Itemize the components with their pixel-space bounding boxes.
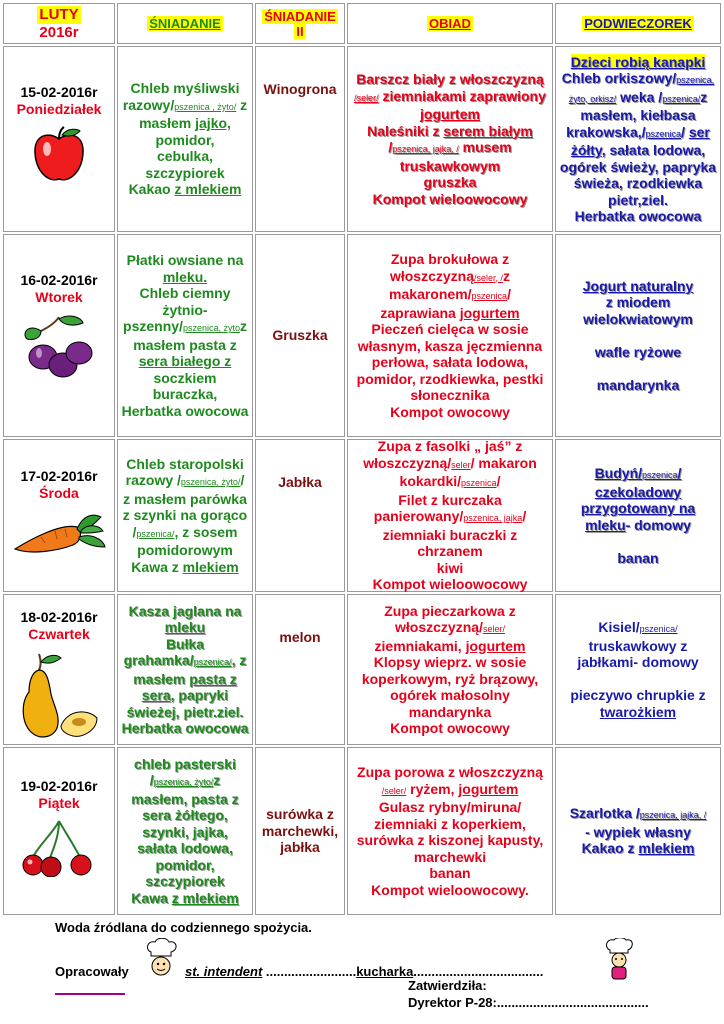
allergen-highlight: jogurtem	[420, 106, 480, 122]
snack-highlight: Dzieci robią kanapki	[570, 53, 706, 70]
day-name: Poniedziałek	[16, 100, 102, 117]
text-segment: weka /	[616, 88, 663, 105]
header-breakfast-label: ŚNIADANIE	[149, 16, 221, 31]
allergen-highlight: mleku.	[162, 268, 208, 285]
allergen-note: pszenica, jajka	[463, 513, 523, 524]
text-segment: z makaronem/	[389, 267, 511, 302]
header-snack-label: PODWIECZOREK	[584, 16, 692, 31]
fruit-item: banan	[617, 549, 659, 566]
dots-3: ..........................................	[496, 995, 649, 1010]
chef-icon	[143, 938, 179, 978]
text-segment: Bułka grahamka/	[123, 635, 205, 668]
allergen-note: pszenica, jajka, /	[639, 810, 707, 821]
allergen-note: /seler, /	[474, 272, 504, 283]
allergen-note: /seler/	[354, 92, 379, 103]
allergen-note: pszenica/	[639, 624, 678, 634]
allergen-note: pszenica, żyto/	[180, 477, 241, 488]
text-segment: / makaron kokardki/	[399, 454, 537, 490]
allergen-highlight: mleku	[585, 516, 626, 533]
day-name: Środa	[39, 484, 79, 501]
drink-item: Herbatka owocowa	[121, 720, 249, 736]
pear-icon	[17, 650, 101, 742]
allergen-highlight: z mlekiem	[174, 181, 242, 198]
apple-icon	[30, 125, 88, 185]
signature-line	[185, 964, 543, 979]
text-segment: Klopsy wieprz. w sosie koperkowym, ryż brązowy, ogórek małosolny	[361, 654, 539, 703]
header-month: LUTY	[39, 5, 79, 23]
day-cell-wednesday	[3, 439, 115, 592]
drink-item: Herbatka owocowa	[574, 208, 702, 224]
text-segment: szczypiorek	[145, 164, 225, 181]
text-segment: z masłem, kiełbasa krakowska,/	[566, 88, 708, 140]
text-segment: Filet z kurczaka panierowany/	[373, 491, 502, 525]
text-segment: / ziemniaki buraczki z chrzanem	[382, 508, 527, 560]
text-segment: z masłem	[139, 96, 248, 132]
drink-item: Herbatka owocowa	[121, 402, 249, 419]
day-date: 15-02-2016r	[20, 84, 98, 100]
text-segment: / z masłem parówka z szynki na gorąco /	[122, 472, 248, 540]
text-segment: ziemniakami zaprawiony	[378, 87, 546, 104]
allergen-note: pszenica	[461, 478, 497, 489]
text-segment: ryżem,	[406, 780, 459, 797]
lunch-friday	[347, 747, 553, 915]
allergen-highlight: / czekoladowy przygotowany na	[580, 465, 696, 516]
header-year: 2016r	[39, 23, 79, 41]
text-segment: Kawa z	[131, 558, 183, 575]
allergen-highlight: z mlekiem	[171, 889, 239, 906]
drink-item: Kompot wieloowocowy	[372, 190, 528, 207]
intendent-label: st. intendent	[185, 964, 263, 979]
text-segment: Kawa	[131, 889, 172, 906]
allergen-note: pszenica/	[193, 657, 232, 667]
header-snack	[555, 3, 721, 44]
day-cell-tuesday	[3, 234, 115, 437]
drink-item: Kompot wieloowocowy	[372, 576, 528, 593]
allergen-note: pszenica, żyto	[182, 323, 240, 333]
plums-icon	[19, 313, 99, 385]
breakfast2-thursday: melon	[255, 594, 345, 745]
allergen-highlight: Jogurt naturalny	[582, 277, 694, 294]
day-date: 19-02-2016r	[20, 778, 98, 794]
lunch-thursday	[347, 594, 553, 745]
text-segment: Kisiel/	[598, 619, 640, 635]
allergen-highlight: jajko,	[195, 115, 231, 132]
allergen-highlight: jogurtem	[459, 304, 520, 321]
text-segment: Pieczeń cielęca w sosie własnym, kasza jęczmienna perłowa, sałata lodowa, pomidor, rzodkiewka, pestki słonecznika	[356, 321, 544, 403]
allergen-note: seler/	[482, 624, 505, 634]
text-segment: pomidor,	[155, 131, 215, 148]
prepared-label: Opracowały	[55, 964, 129, 979]
header-breakfast	[117, 3, 253, 44]
text-segment: - domowy	[625, 516, 691, 533]
snack-monday	[555, 46, 721, 232]
fruit-item: kiwi	[436, 559, 464, 576]
breakfast-monday	[117, 46, 253, 232]
text-segment: soczkiem buraczka,	[152, 369, 218, 402]
allergen-note: pszenica/	[662, 93, 701, 104]
allergen-highlight: sera białego z	[138, 353, 232, 369]
allergen-highlight: jogurtem	[458, 780, 519, 797]
dots-1: .........................	[262, 964, 357, 979]
lunch-monday	[347, 46, 553, 232]
text-segment: , sałata lodowa, ogórek świeży, papryka świeża, rzodkiewka pietr,ziel.	[559, 142, 717, 208]
breakfast-tuesday	[117, 234, 253, 437]
text-segment: Chleb orkiszowy/	[561, 70, 677, 86]
day-cell-friday	[3, 747, 115, 915]
text-segment: /	[496, 473, 501, 490]
header-lunch	[347, 3, 553, 44]
fruit-item: gruszka	[423, 174, 477, 190]
carrot-icon	[11, 509, 107, 563]
fruit-item: mandarynka	[596, 376, 680, 393]
drink-item: Kompot wieloowocowy.	[371, 881, 529, 898]
text-segment: z masłem, pasta z sera żółtego, szynki, jajka, sałata lodowa, pomidor, szczypiorek	[131, 772, 239, 890]
allergen-note: pszenica	[645, 128, 682, 139]
header-breakfast2	[255, 3, 345, 44]
allergen-note: pszenica	[471, 291, 508, 301]
fruit-item: banan	[429, 865, 471, 881]
snack-friday	[555, 747, 721, 915]
text-segment: pieczywo chrupkie z	[570, 687, 706, 703]
header-breakfast2-label: ŚNIADANIE	[264, 8, 336, 24]
breakfast-friday	[117, 747, 253, 915]
cook-label: kucharka	[356, 964, 414, 979]
text-segment: Zupa brokułowa z włoszczyzną	[389, 251, 510, 284]
text-segment: Chleb staropolski razowy /	[125, 455, 244, 489]
text-segment: musem truskawkowym	[399, 139, 512, 174]
cook-icon	[604, 938, 634, 982]
lunch-tuesday	[347, 234, 553, 437]
allergen-highlight: Budyń/	[594, 465, 643, 481]
dots-2: ....................................	[413, 964, 544, 979]
signature-divider	[55, 993, 125, 995]
day-date: 18-02-2016r	[20, 609, 98, 625]
allergen-highlight: jogurtem	[465, 637, 526, 654]
water-note: Woda źródlana do codziennego spożycia.	[55, 920, 312, 935]
allergen-highlight: mleku	[164, 619, 206, 635]
allergen-note: /seler/	[381, 785, 407, 796]
allergen-highlight: pasta z sera,	[141, 670, 237, 703]
text-segment: Barszcz biały z włoszczyzną	[356, 71, 544, 87]
allergen-highlight: mlekiem	[638, 840, 695, 857]
text-segment: Naleśniki z	[367, 122, 444, 139]
text-segment: z miodem wielokwiatowym	[583, 294, 693, 327]
text-segment: ziemniakami,	[374, 637, 466, 654]
text-segment: /	[681, 123, 689, 140]
lunch-wednesday	[347, 439, 553, 592]
snack-wednesday	[555, 439, 721, 592]
header-date	[3, 3, 115, 44]
text-segment: truskawkowy z jabłkami- domowy	[577, 637, 699, 670]
text-segment: chleb pasterski /	[134, 755, 236, 789]
text-segment: Kakao	[128, 181, 175, 198]
snack-thursday	[555, 594, 721, 745]
text-segment: Chleb ciemny żytnio-pszenny/	[123, 285, 231, 334]
day-date: 17-02-2016r	[20, 468, 98, 484]
director-label: Dyrektor P-28:	[408, 995, 497, 1010]
day-date: 16-02-2016r	[20, 272, 98, 288]
text-segment: Kasza jaglana na	[128, 602, 242, 619]
text-segment: Płatki owsiane na	[126, 252, 244, 268]
approved-label: Zatwierdziła:	[408, 978, 487, 993]
breakfast2-monday: Winogrona	[255, 46, 345, 232]
breakfast2-wednesday: Jabłka	[255, 439, 345, 592]
text-segment: , z masłem	[133, 652, 247, 687]
drink-item: Kompot owocowy	[390, 403, 510, 420]
text-segment: Gulasz rybny/miruna/ ziemniaki z koperkiem, surówka z kiszonej kapusty, marchewki	[356, 799, 544, 865]
allergen-note: pszenica, żyto, orkisz/	[568, 75, 715, 104]
text-segment: /	[388, 139, 393, 155]
allergen-highlight: twarożkiem	[599, 703, 677, 720]
text-segment: z masłem pasta z	[133, 318, 247, 353]
allergen-highlight: ser żółty	[570, 123, 710, 158]
day-cell-thursday	[3, 594, 115, 745]
text-segment: Zupa pieczarkowa z włoszczyzną/	[384, 602, 516, 635]
allergen-note: seler	[451, 459, 471, 470]
text-segment: Zupa porowa z włoszczyzną	[357, 764, 543, 780]
fruit-item: mandarynka	[408, 703, 492, 720]
allergen-highlight: serem białym	[443, 122, 533, 139]
allergen-note: pszenica/	[136, 528, 175, 539]
text-segment: Szarlotka /	[569, 805, 640, 822]
day-name: Wtorek	[35, 288, 83, 305]
breakfast-thursday	[117, 594, 253, 745]
text-segment: Chleb myśliwski razowy/	[122, 80, 240, 113]
drink-item: Kompot owocowy	[390, 720, 510, 736]
breakfast-wednesday	[117, 439, 253, 592]
text-segment: cebulka,	[156, 148, 214, 165]
cherries-icon	[19, 819, 99, 877]
allergen-note: pszenica , żyto/	[174, 101, 237, 112]
header-lunch-label: OBIAD	[429, 16, 471, 31]
allergen-note: pszenica	[642, 470, 678, 480]
day-cell-monday	[3, 46, 115, 232]
text-segment: Kakao z	[581, 840, 639, 857]
allergen-note: pszenica, żyto/	[153, 777, 214, 788]
text-segment: Zupa z fasolki „ jaś” z włoszczyzną/	[363, 438, 523, 471]
text-segment: - wypiek własny	[585, 823, 691, 840]
header-breakfast2-roman: II	[296, 23, 304, 39]
day-name: Piątek	[38, 794, 80, 811]
snack-tuesday	[555, 234, 721, 437]
director-line	[408, 995, 649, 1010]
allergen-highlight: mlekiem	[182, 558, 239, 575]
prepared-by	[55, 964, 129, 979]
text-segment: wafle ryżowe	[594, 343, 682, 360]
breakfast2-tuesday: Gruszka	[255, 234, 345, 437]
breakfast2-friday: surówka z marchewki, jabłka	[255, 747, 345, 915]
day-name: Czwartek	[28, 625, 90, 642]
allergen-note: pszenica, jajka, /	[392, 144, 459, 154]
text-segment: , z sosem pomidorowym	[137, 523, 238, 559]
text-segment: papryki świeżej, pietr.ziel.	[126, 687, 244, 720]
text-segment: / zaprawiana	[380, 286, 511, 321]
